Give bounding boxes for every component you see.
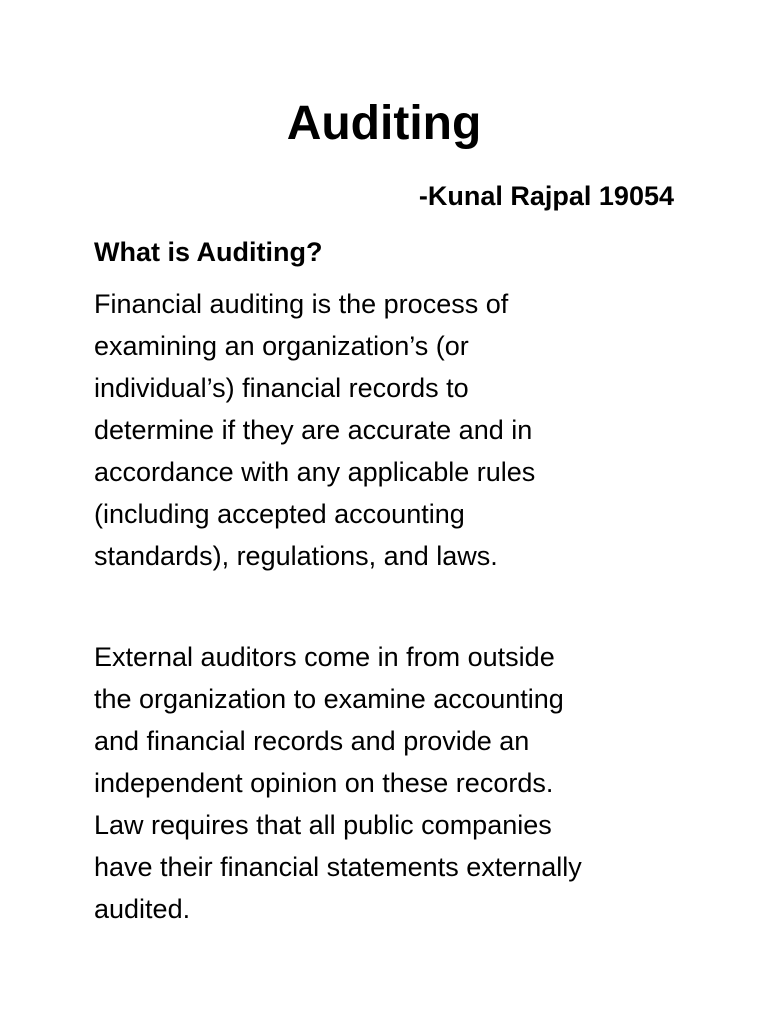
paragraph-line: the organization to examine accounting (94, 684, 564, 714)
paragraph-line: accordance with any applicable rules (94, 457, 536, 487)
paragraph-line: Financial auditing is the process of (94, 289, 509, 319)
paragraph-line: individual’s) financial records to (94, 373, 469, 403)
paragraph-line: independent opinion on these records. (94, 768, 554, 798)
paragraph-definition (94, 283, 694, 577)
paragraph-external-auditors (94, 636, 694, 930)
paragraph-line: audited. (94, 894, 191, 924)
paragraph-line: examining an organization’s (or (94, 331, 469, 361)
paragraph-line: and financial records and provide an (94, 726, 530, 756)
paragraph-line: Law requires that all public companies (94, 810, 552, 840)
paragraph-line: standards), regulations, and laws. (94, 541, 498, 571)
paragraph-line: determine if they are accurate and in (94, 415, 533, 445)
author-line: -Kunal Rajpal 19054 (418, 181, 674, 211)
paragraph-line: have their financial statements externally (94, 852, 582, 882)
paragraph-line: External auditors come in from outside (94, 642, 555, 672)
section-heading: What is Auditing? (94, 237, 323, 267)
paragraph-line: (including accepted accounting (94, 499, 465, 529)
document-title: Auditing (286, 97, 482, 150)
